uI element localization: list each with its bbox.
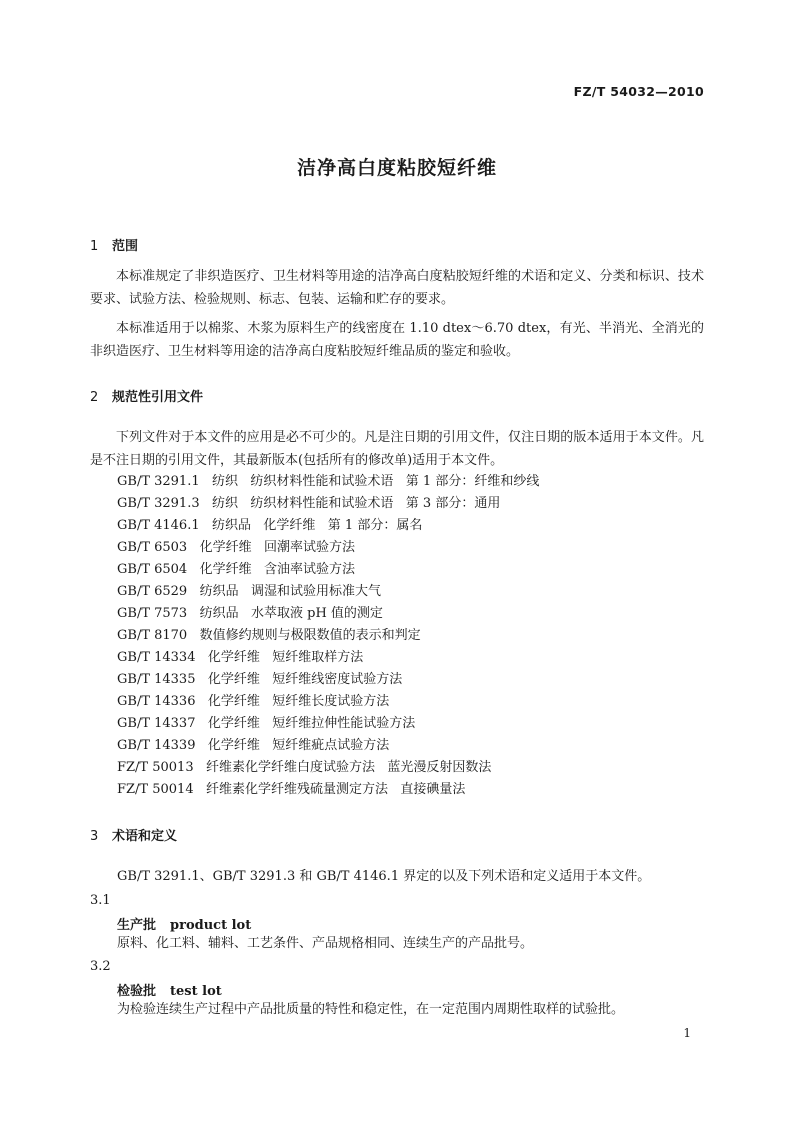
term-3-2-number: 3.2: [90, 959, 111, 974]
section-3-paragraph-1: GB/T 3291.1、GB/T 3291.3 和 GB/T 4146.1 界定的以及下列术语和定义适用于本文件。: [117, 869, 651, 884]
reference-item: FZ/T 50014 纤维素化学纤维残硫量测定方法 直接碘量法: [117, 782, 466, 797]
reference-item: GB/T 3291.3 纺织 纺织材料性能和试验术语 第 3 部分：通用: [117, 496, 501, 511]
term-chinese: 检验批: [117, 984, 157, 999]
paragraph-text: 下列文件对于本文件的应用是必不可少的。凡是注日期的引用文件，仅注日期的版本适用于本文件。凡是不注日期的引用文件，其最新版本(包括所有的修改单)适用于本文件。: [90, 430, 704, 468]
page-number: 1: [683, 1026, 691, 1040]
reference-item: GB/T 6504 化学纤维 含油率试验方法: [117, 562, 355, 577]
section-2-paragraph-1: [90, 427, 704, 472]
section-1-paragraph-1: [90, 266, 704, 311]
section-number: 1: [90, 239, 99, 254]
section-title: 术语和定义: [112, 829, 178, 844]
term-3-1-number: 3.1: [90, 893, 111, 908]
reference-item: GB/T 14336 化学纤维 短纤维长度试验方法: [117, 694, 390, 709]
section-3-heading: [90, 825, 177, 844]
reference-item: FZ/T 50013 纤维素化学纤维白度试验方法 蓝光漫反射因数法: [117, 760, 492, 775]
section-1-paragraph-2: [90, 318, 704, 363]
reference-item: GB/T 14334 化学纤维 短纤维取样方法: [117, 650, 364, 665]
paragraph-text: 本标准适用于以棉浆、木浆为原料生产的线密度在 1.10 dtex～6.70 dtex，有光、半消光、全消光的非织造医疗、卫生材料等用途的洁净高白度粘胶短纤维品质的鉴定和验收。: [90, 321, 704, 359]
term-english: product lot: [170, 918, 252, 933]
term-english: test lot: [170, 984, 222, 999]
reference-item: GB/T 7573 纺织品 水萃取液 pH 值的测定: [117, 606, 383, 621]
section-1-heading: [90, 235, 138, 254]
section-title: 范围: [112, 239, 139, 254]
reference-item: GB/T 3291.1 纺织 纺织材料性能和试验术语 第 1 部分：纤维和纱线: [117, 474, 540, 489]
section-number: 2: [90, 390, 99, 405]
term-3-1-definition: 原料、化工料、辅料、工艺条件、产品规格相同、连续生产的产品批号。: [117, 936, 534, 951]
section-2-heading: [90, 386, 203, 405]
document-title: 洁净高白度粘胶短纤维: [296, 157, 497, 179]
reference-item: GB/T 4146.1 纺织品 化学纤维 第 1 部分：属名: [117, 518, 423, 533]
section-number: 3: [90, 829, 99, 844]
paragraph-text: 本标准规定了非织造医疗、卫生材料等用途的洁净高白度粘胶短纤维的术语和定义、分类和标识、技术要求、试验方法、检验规则、标志、包装、运输和贮存的要求。: [90, 269, 704, 307]
reference-item: GB/T 14335 化学纤维 短纤维线密度试验方法: [117, 672, 403, 687]
reference-item: GB/T 8170 数值修约规则与极限数值的表示和判定: [117, 628, 421, 643]
standard-code: FZ/T 54032—2010: [573, 84, 704, 99]
section-title: 规范性引用文件: [112, 390, 204, 405]
reference-item: GB/T 6529 纺织品 调湿和试验用标准大气: [117, 584, 381, 599]
term-chinese: 生产批: [117, 918, 157, 933]
term-3-2-definition: 为检验连续生产过程中产品批质量的特性和稳定性，在一定范围内周期性取样的试验批。: [117, 1002, 625, 1017]
reference-item: GB/T 14339 化学纤维 短纤维疵点试验方法: [117, 738, 390, 753]
reference-item: GB/T 14337 化学纤维 短纤维拉伸性能试验方法: [117, 716, 416, 731]
reference-item: GB/T 6503 化学纤维 回潮率试验方法: [117, 540, 355, 555]
term-3-1-heading: [117, 914, 251, 933]
term-3-2-heading: [117, 980, 222, 999]
normative-references-list: [117, 471, 539, 801]
